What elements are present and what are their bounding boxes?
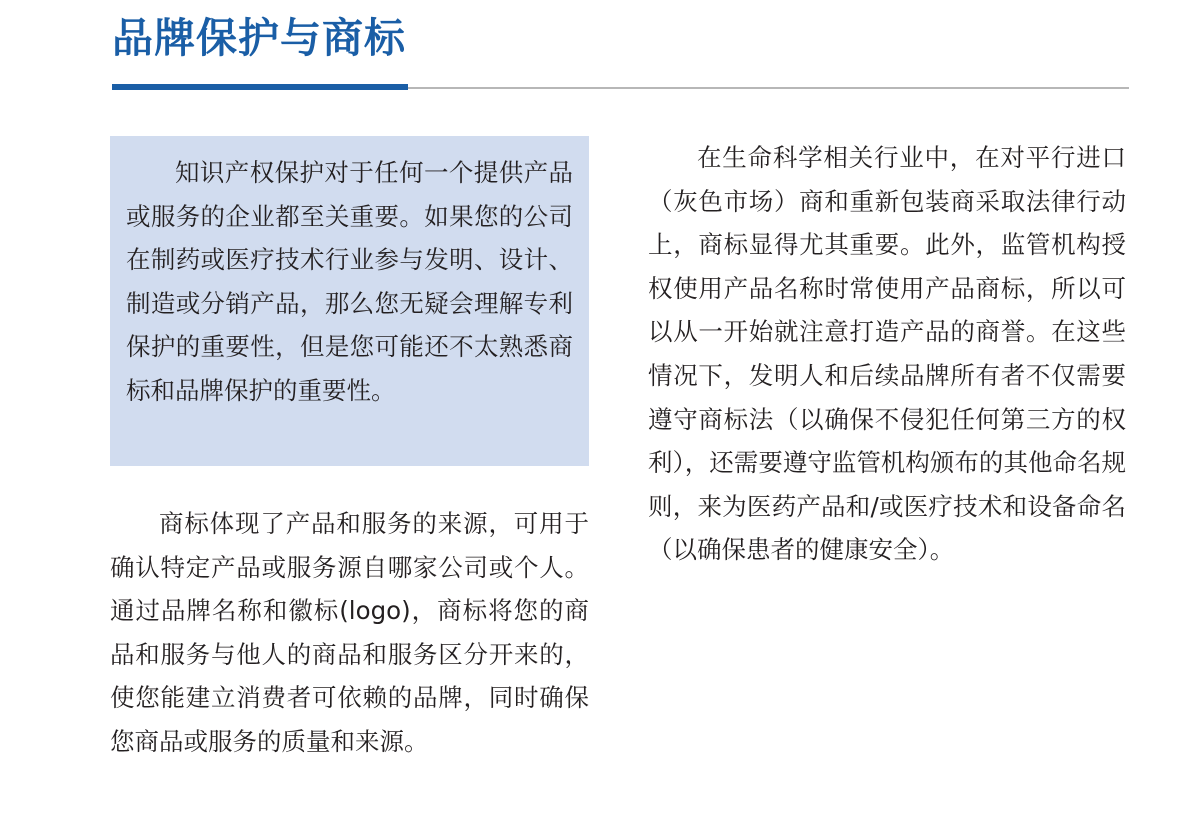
intro-callout-text: 知识产权保护对于任何一个提供产品或服务的企业都至关重要。如果您的公司在制药或医疗技术行业参与发明、设计、制造或分销产品，那么您无疑会理解专利保护的重要性，但是您可能还不太熟悉商标和品牌保护的重要性。	[126, 158, 573, 405]
page-title: 品牌保护与商标	[112, 14, 406, 62]
trademark-definition-paragraph: 商标体现了产品和服务的来源，可用于确认特定产品或服务源自哪家公司或个人。通过品牌名称和徽标(logo)，商标将您的商品和服务与他人的商品和服务区分开来的，使您能建立消费者可依赖的品牌，同时确保您商品或服务的质量和来源。	[110, 509, 589, 756]
life-sciences-paragraph: 在生命科学相关行业中，在对平行进口（灰色市场）商和重新包装商采取法律行动上，商标显得尤其重要。此外，监管机构授权使用产品名称时常使用产品商标，所以可以从一开始就注意打造产品的商誉。在这些情况下，发明人和后续品牌所有者不仅需要遵守商标法（以确保不侵犯任何第三方的权利），还需要遵守监管机构颁布的其他命名规则，来为医药产品和/或医疗技术和设备命名（以确保患者的健康安全）。	[648, 143, 1126, 565]
header-accent-bar	[112, 84, 408, 90]
intro-callout-box	[110, 136, 589, 466]
